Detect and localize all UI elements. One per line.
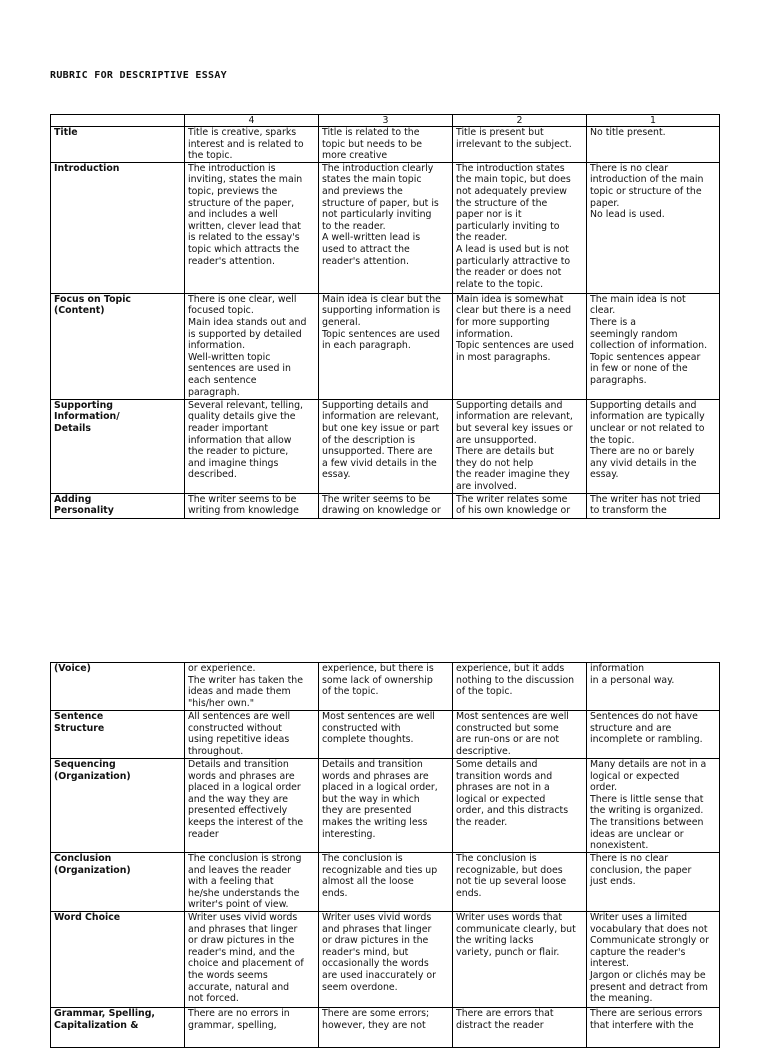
score-4-cell: There is one clear, well focused topic. Main idea stands out and is supported by detailed information. Well-written topic sentences are used in each sentence paragraph. (185, 293, 319, 399)
criterion-cell: Title (51, 127, 185, 163)
score-2-cell: Writer uses words that communicate clearly, but the writing lacks variety, punch or flair. (453, 912, 587, 1008)
criterion-cell: Word Choice (51, 912, 185, 1008)
score-1-cell: There is no clear conclusion, the paper just ends. (587, 853, 720, 912)
criterion-cell: Sequencing (Organization) (51, 759, 185, 853)
rubric-table-page-1 (50, 114, 720, 519)
header-score-1: 1 (587, 115, 720, 127)
score-3-cell: The writer seems to be drawing on knowledge or (319, 493, 453, 518)
score-1-cell: No title present. (587, 127, 720, 163)
page-title: RUBRIC FOR DESCRIPTIVE ESSAY (50, 70, 227, 81)
table-row (51, 663, 720, 711)
score-3-cell: experience, but there is some lack of ownership of the topic. (319, 663, 453, 711)
score-1-cell: Writer uses a limited vocabulary that does not Communicate strongly or capture the reader's interest. Jargon or clichés may be present and detract from the meaning. (587, 912, 720, 1008)
score-3-cell: The conclusion is recognizable and ties up almost all the loose ends. (319, 853, 453, 912)
score-4-cell: The conclusion is strong and leaves the reader with a feeling that he/she understands the writer's point of view. (185, 853, 319, 912)
score-1-cell: There are serious errors that interfere with the (587, 1008, 720, 1048)
score-1-cell: Supporting details and information are typically unclear or not related to the topic. There are no or barely any vivid details in the essay. (587, 399, 720, 493)
rubric-table-page-2 (50, 662, 720, 1048)
table-row (51, 853, 720, 912)
criterion-cell: Focus on Topic (Content) (51, 293, 185, 399)
score-2-cell: The conclusion is recognizable, but does not tie up several loose ends. (453, 853, 587, 912)
score-1-cell: The writer has not tried to transform the (587, 493, 720, 518)
criterion-cell: Sentence Structure (51, 711, 185, 759)
score-1-cell: The main idea is not clear. There is a seemingly random collection of information. Topic sentences appear in few or none of the paragraphs. (587, 293, 720, 399)
header-score-2: 2 (453, 115, 587, 127)
table-row (51, 399, 720, 493)
score-header-row (51, 115, 720, 127)
score-2-cell: Supporting details and information are relevant, but several key issues or are unsupported. There are details but they do not help the reader imagine they are involved. (453, 399, 587, 493)
score-1-cell: information in a personal way. (587, 663, 720, 711)
criterion-cell: (Voice) (51, 663, 185, 711)
header-score-3: 3 (319, 115, 453, 127)
score-2-cell: Main idea is somewhat clear but there is a need for more supporting information. Topic sentences are used in most paragraphs. (453, 293, 587, 399)
table-row (51, 912, 720, 1008)
criterion-cell: Supporting Information/ Details (51, 399, 185, 493)
score-2-cell: experience, but it adds nothing to the discussion of the topic. (453, 663, 587, 711)
table-row (51, 1008, 720, 1048)
score-2-cell: The writer relates some of his own knowledge or (453, 493, 587, 518)
table-row (51, 711, 720, 759)
score-4-cell: The writer seems to be writing from knowledge (185, 493, 319, 518)
table-row (51, 759, 720, 853)
table-row (51, 293, 720, 399)
score-3-cell: Details and transition words and phrases are placed in a logical order, but the way in which they are presented makes the writing less interesting. (319, 759, 453, 853)
table-row (51, 127, 720, 163)
score-1-cell: Many details are not in a logical or expected order. There is little sense that the writing is organized. The transitions between ideas are unclear or nonexistent. (587, 759, 720, 853)
table-row (51, 493, 720, 518)
score-1-cell: Sentences do not have structure and are incomplete or rambling. (587, 711, 720, 759)
score-2-cell: There are errors that distract the reader (453, 1008, 587, 1048)
score-2-cell: Title is present but irrelevant to the subject. (453, 127, 587, 163)
score-3-cell: The introduction clearly states the main topic and previews the structure of paper, but is not particularly inviting to the reader. A well-written lead is used to attract the reader's attention. (319, 162, 453, 293)
score-3-cell: Most sentences are well constructed with complete thoughts. (319, 711, 453, 759)
score-4-cell: Details and transition words and phrases are placed in a logical order and the way they are presented effectively keeps the interest of the reader (185, 759, 319, 853)
score-3-cell: Title is related to the topic but needs to be more creative (319, 127, 453, 163)
score-4-cell: or experience. The writer has taken the ideas and made them "his/her own." (185, 663, 319, 711)
criterion-cell: Introduction (51, 162, 185, 293)
score-2-cell: Most sentences are well constructed but some are run-ons or are not descriptive. (453, 711, 587, 759)
score-4-cell: Writer uses vivid words and phrases that linger or draw pictures in the reader's mind, and the choice and placement of the words seems accurate, natural and not forced. (185, 912, 319, 1008)
rubric-page-1 (48, 112, 723, 520)
score-4-cell: Title is creative, sparks interest and is related to the topic. (185, 127, 319, 163)
score-4-cell: There are no errors in grammar, spelling, (185, 1008, 319, 1048)
score-3-cell: Supporting details and information are relevant, but one key issue or part of the description is unsupported. There are a few vivid details in the essay. (319, 399, 453, 493)
score-4-cell: Several relevant, telling, quality details give the reader important information that allow the reader to picture, and imagine things described. (185, 399, 319, 493)
criterion-cell: Conclusion (Organization) (51, 853, 185, 912)
criterion-cell: Grammar, Spelling, Capitalization & (51, 1008, 185, 1048)
score-3-cell: Writer uses vivid words and phrases that linger or draw pictures in the reader's mind, but occasionally the words are used inaccurately or seem overdone. (319, 912, 453, 1008)
score-2-cell: Some details and transition words and phrases are not in a logical or expected order, and this distracts the reader. (453, 759, 587, 853)
header-score-4: 4 (185, 115, 319, 127)
score-3-cell: There are some errors; however, they are not (319, 1008, 453, 1048)
header-criterion (51, 115, 185, 127)
score-4-cell: The introduction is inviting, states the main topic, previews the structure of the paper, and includes a well written, clever lead that is related to the essay's topic which attracts the reader's attention. (185, 162, 319, 293)
criterion-cell: Adding Personality (51, 493, 185, 518)
table-row (51, 162, 720, 293)
rubric-page-2 (48, 660, 723, 1031)
score-2-cell: The introduction states the main topic, but does not adequately preview the structure of the paper nor is it particularly inviting to the reader. A lead is used but is not particularly attractive to the reader or does not relate to the topic. (453, 162, 587, 293)
score-1-cell: There is no clear introduction of the main topic or structure of the paper. No lead is used. (587, 162, 720, 293)
score-4-cell: All sentences are well constructed without using repetitive ideas throughout. (185, 711, 319, 759)
score-3-cell: Main idea is clear but the supporting information is general. Topic sentences are used in each paragraph. (319, 293, 453, 399)
